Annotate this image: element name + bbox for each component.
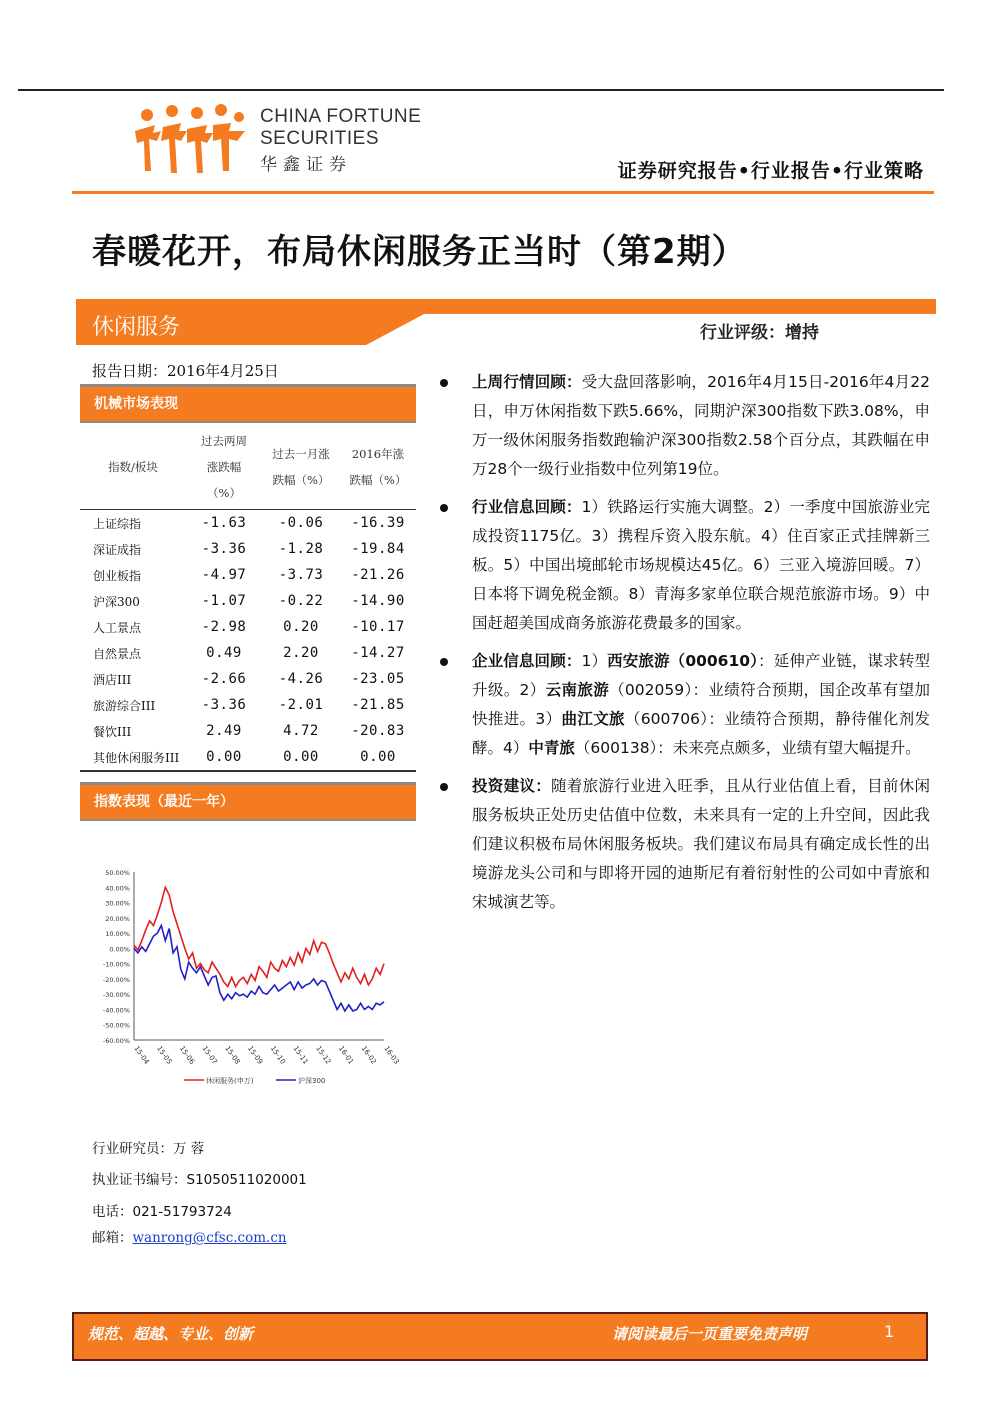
x-tick-label: 15-09 <box>245 1044 265 1066</box>
y-tick-label: -60.00% <box>102 1037 130 1045</box>
index-section-header <box>80 782 416 821</box>
bullet-market-review <box>440 368 930 484</box>
bullet-text: （600706）：业绩符合预期，静待催化剂发酵。4） <box>472 710 930 757</box>
legend-label: 沪深300 <box>298 1077 326 1085</box>
cell-value: -21.26 <box>351 567 405 583</box>
industry-rating: 行业评级：增持 <box>700 323 819 343</box>
page-number: 1 <box>884 1322 895 1341</box>
row-label: 自然景点 <box>93 646 142 661</box>
table-row <box>80 614 416 640</box>
series-line-leisure <box>134 887 384 986</box>
cell-value: -16.39 <box>351 515 405 531</box>
row-label: 餐饮III <box>93 724 132 739</box>
report-date: 报告日期：2016年4月25日 <box>92 362 279 380</box>
row-label: 沪深300 <box>93 594 140 609</box>
company-name: 中青旅 <box>528 739 575 757</box>
cell-value: 0.00 <box>186 744 262 771</box>
column-header: 过去两周涨跌幅（%） <box>186 425 262 510</box>
market-section-title: 机械市场表现 <box>94 396 178 412</box>
table-row <box>80 510 416 537</box>
footer-motto: 规范、超越、专业、创新 <box>88 1325 254 1343</box>
bullet-text: 受大盘回落影响，2016年4月15日-2016年4月22日，申万休闲指数下跌5.66%，同期沪深300指数下跌3.08%，申万一级休闲服务指数跑输沪深300指数2.58个百分点，其跌幅在申万28个一级行业指数中位列第19位。 <box>472 373 930 478</box>
y-tick-label: 10.00% <box>105 930 130 939</box>
analyst-name: 行业研究员：万 蓉 <box>92 1141 205 1157</box>
cell-value: 0.00 <box>262 744 340 771</box>
y-tick-label: -50.00% <box>102 1021 130 1030</box>
x-tick-label: 15-06 <box>177 1044 197 1066</box>
cell-value: 2.20 <box>283 645 319 661</box>
y-tick-label: 30.00% <box>105 899 130 908</box>
cell-value: -10.17 <box>351 619 405 635</box>
header-divider <box>72 191 934 194</box>
email-label: 邮箱： <box>92 1230 133 1246</box>
bullet-text: 随着旅游行业进入旺季，且从行业估值上看，目前休闲服务板块正处历史估值中位数，未来具有一定的上升空间，因此我们建议积极布局休闲服务板块。我们建议布局具有确定成长性的出境游龙头公司和与即将开园的迪斯尼有着衍射性的公司如中青旅和宋城演艺等。 <box>472 777 930 911</box>
brand-line-1: CHINA FORTUNE <box>260 106 422 127</box>
cell-value: -4.26 <box>278 671 324 687</box>
x-tick-label: 15-11 <box>291 1044 310 1066</box>
cell-value: -19.84 <box>351 541 405 557</box>
table-row <box>80 744 416 771</box>
y-tick-label: 0.00% <box>109 945 130 954</box>
bullet-company-news <box>440 647 930 763</box>
y-tick-label: 50.00% <box>105 869 130 877</box>
analyst-cert: 执业证书编号：S1050511020001 <box>92 1172 307 1188</box>
x-tick-label: 16-03 <box>382 1044 401 1066</box>
bullet-text: ：延伸产业链，谋求转型升级。2） <box>472 652 930 699</box>
cell-value: -20.83 <box>351 723 405 739</box>
row-label: 其他休闲服务III <box>80 744 186 771</box>
cell-value: -3.36 <box>201 697 247 713</box>
column-header: 2016年涨跌幅（%） <box>340 425 416 510</box>
cell-value: 2.49 <box>206 723 242 739</box>
cell-value: -0.06 <box>278 515 324 531</box>
sector-band <box>76 299 936 314</box>
y-tick-label: -10.00% <box>102 960 130 969</box>
bullet-title: 投资建议： <box>472 777 552 795</box>
x-tick-label: 16-01 <box>336 1044 356 1066</box>
market-section-header <box>80 384 416 423</box>
y-tick-label: -40.00% <box>102 1006 130 1015</box>
analyst-email-row <box>92 1226 287 1246</box>
analyst-phone: 电话：021-51793724 <box>92 1204 232 1220</box>
cell-value: -4.97 <box>201 567 247 583</box>
cell-value: 4.72 <box>283 723 319 739</box>
table-row <box>80 536 416 562</box>
company-name: 云南旅游 <box>545 681 610 699</box>
table-row <box>80 692 416 718</box>
top-rule <box>18 89 944 91</box>
cell-value: 0.49 <box>206 645 242 661</box>
bullet-text: （002059）：业绩符合预期，国企改革有望加快推进。3） <box>472 681 930 728</box>
footer-disclaimer[interactable]: 请阅读最后一页重要免责声明 <box>612 1325 808 1343</box>
row-label: 旅游综合III <box>93 698 156 713</box>
report-type: 证券研究报告•行业报告•行业策略 <box>617 160 924 182</box>
row-label: 上证综指 <box>93 516 142 531</box>
report-title: 春暖花开，布局休闲服务正当时（第2期） <box>92 232 747 272</box>
summary-bullets <box>440 368 930 926</box>
table-row <box>80 562 416 588</box>
table-header-row <box>80 425 416 510</box>
cell-value: 0.00 <box>340 744 416 771</box>
y-tick-label: -20.00% <box>102 975 130 984</box>
x-tick-label: 15-05 <box>155 1044 174 1066</box>
x-tick-label: 15-08 <box>223 1044 242 1066</box>
bullet-title: 上周行情回顾： <box>472 373 582 391</box>
table-row <box>80 718 416 744</box>
brand-line-2: SECURITIES <box>260 128 380 149</box>
bullet-investment-advice <box>440 772 930 917</box>
index-section-title: 指数表现（最近一年） <box>94 794 234 810</box>
brand-name-chinese: 华鑫证券 <box>260 155 352 175</box>
cell-value: 0.20 <box>283 619 319 635</box>
brand-name-english <box>260 106 421 150</box>
row-label: 深证成指 <box>93 542 142 557</box>
cell-value: -3.73 <box>278 567 324 583</box>
bullet-title: 企业信息回顾： <box>472 652 582 670</box>
y-tick-label: -30.00% <box>102 991 130 1000</box>
x-tick-label: 15-04 <box>132 1044 151 1066</box>
bullet-text: （600138）：未来亮点颇多，业绩有望大幅提升。 <box>574 739 921 757</box>
y-tick-label: 20.00% <box>105 914 130 923</box>
cell-value: -1.28 <box>278 541 324 557</box>
cell-value: -3.36 <box>201 541 247 557</box>
bullet-text: 1）铁路运行实施大调整。2）一季度中国旅游业完成投资1175亿。3）携程斥资入股东航。4）住百家正式挂牌新三板。5）中国出境邮轮市场规模达45亿。6）三亚入境游回暖。7）日本将下调免税金额。8）青海多家单位联合规范旅游市场。9）中国赶超美国成商务旅游花费最多的国家。 <box>472 498 930 632</box>
x-tick-label: 15-12 <box>314 1044 333 1066</box>
row-label: 人工景点 <box>93 620 142 635</box>
cell-value: -21.85 <box>351 697 405 713</box>
cell-value: -23.05 <box>351 671 405 687</box>
email-link[interactable]: wanrong@cfsc.com.cn <box>132 1230 287 1246</box>
table-row <box>80 588 416 614</box>
index-performance-chart <box>88 860 401 1100</box>
legend-label: 休闲服务(申万) <box>206 1077 254 1085</box>
table-row <box>80 666 416 692</box>
market-table <box>80 425 416 772</box>
cell-value: -2.01 <box>278 697 324 713</box>
bullet-text: 1） <box>581 652 608 670</box>
x-tick-label: 15-10 <box>268 1044 287 1066</box>
cell-value: -14.27 <box>351 645 405 661</box>
cell-value: -2.66 <box>201 671 247 687</box>
cell-value: -0.22 <box>278 593 324 609</box>
company-logo <box>135 101 250 181</box>
column-header: 指数/板块 <box>80 425 186 510</box>
cell-value: -1.63 <box>201 515 247 531</box>
company-name: 曲江文旅 <box>561 710 625 728</box>
sector-name: 休闲服务 <box>92 315 181 340</box>
table-row <box>80 640 416 666</box>
cell-value: -2.98 <box>201 619 247 635</box>
bullet-title: 行业信息回顾： <box>472 498 582 516</box>
sector-tab-slant <box>366 313 426 345</box>
x-tick-label: 15-07 <box>200 1044 219 1066</box>
cell-value: -1.07 <box>201 593 247 609</box>
x-tick-label: 16-02 <box>359 1044 378 1066</box>
row-label: 酒店III <box>93 672 132 687</box>
bullet-industry-news <box>440 493 930 638</box>
column-header: 过去一月涨跌幅（%） <box>262 425 340 510</box>
y-tick-label: 40.00% <box>105 884 130 893</box>
row-label: 创业板指 <box>93 568 142 583</box>
cell-value: -14.90 <box>351 593 405 609</box>
company-name: 西安旅游（000610） <box>607 652 759 670</box>
